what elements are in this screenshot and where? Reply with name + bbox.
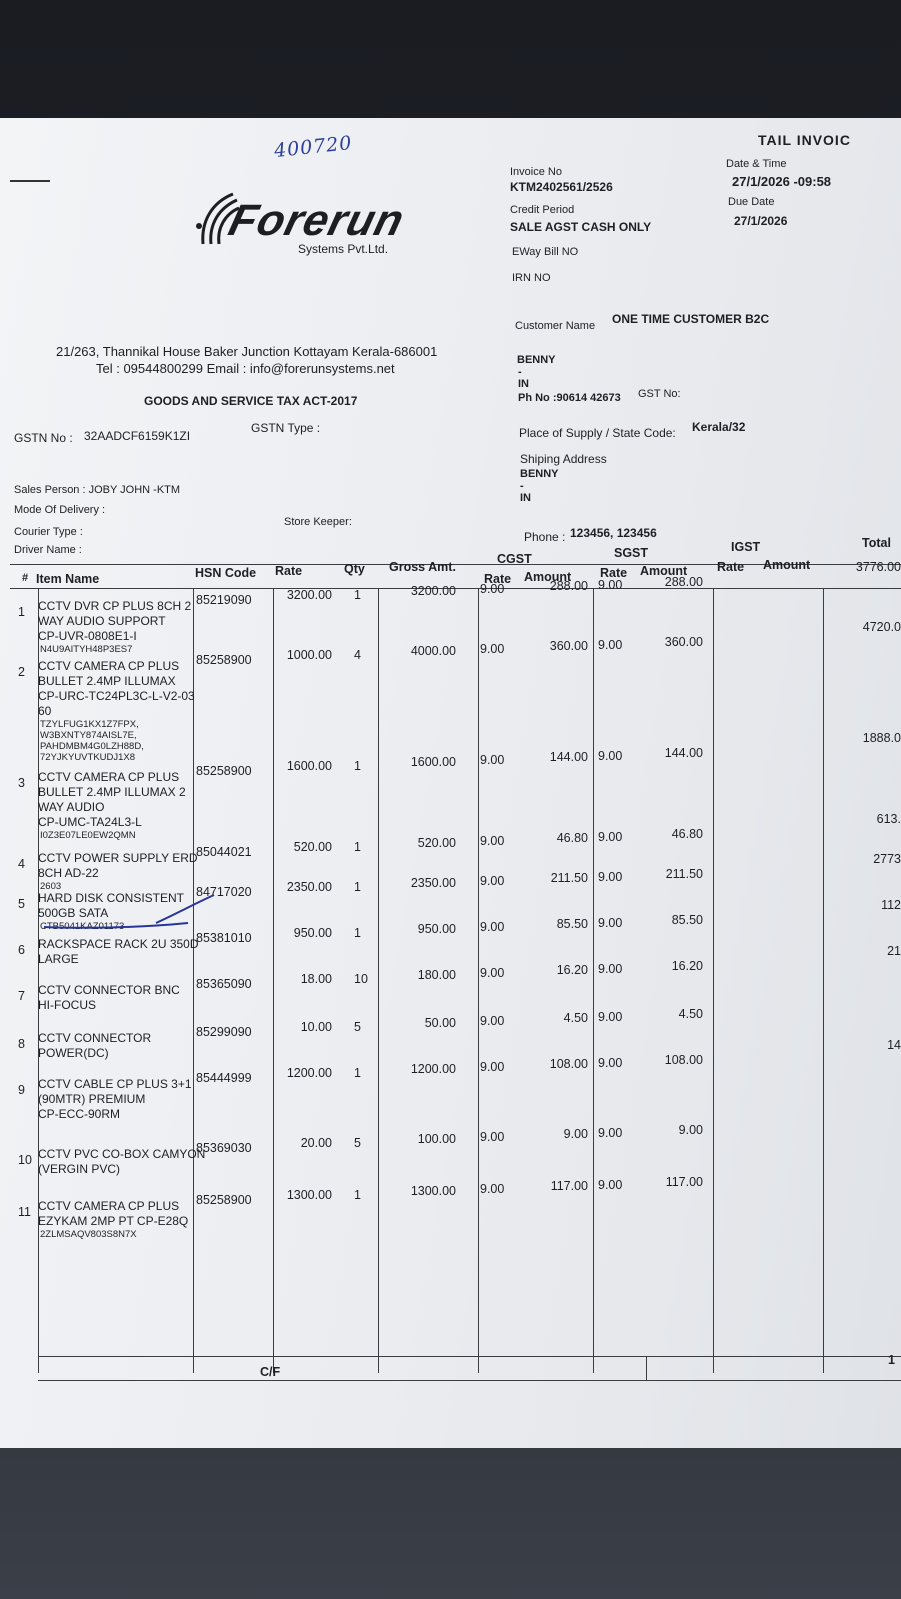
sgst-amount: 144.00 <box>664 746 703 760</box>
line-total: 14 <box>887 1038 901 1052</box>
quantity: 1 <box>354 840 361 854</box>
header-sgst: SGST <box>614 546 649 560</box>
gstin-type-label: GSTN Type : <box>251 421 321 435</box>
store-keeper: Store Keeper: <box>284 516 352 528</box>
header-hsn: HSN Code <box>195 566 257 580</box>
cgst-rate: 9.00 <box>480 753 505 767</box>
item-name-line: CP-ECC-90RM <box>38 1107 121 1121</box>
quantity: 1 <box>354 1066 361 1080</box>
footer-rule <box>38 1380 901 1381</box>
row-number: 4 <box>18 857 25 871</box>
invoice-no: KTM2402561/2526 <box>510 180 613 194</box>
company-contact: Tel : 09544800299 Email : info@forerunsystems.net <box>96 361 395 376</box>
sgst-amount: 4.50 <box>678 1007 703 1021</box>
gross-amount: 1300.00 <box>410 1184 456 1198</box>
unit-rate: 10.00 <box>300 1020 332 1034</box>
sgst-amount: 9.00 <box>678 1123 703 1137</box>
gross-amount: 180.00 <box>417 968 456 982</box>
company-logo-text: Forerun <box>224 196 410 245</box>
gstin-value: 32AADCF6159K1ZI <box>84 429 191 443</box>
hsn-code: 85365090 <box>196 977 252 991</box>
company-address: 21/263, Thannikal House Baker Junction Kottayam Kerala-686001 <box>56 344 438 359</box>
shipping-line3: IN <box>520 492 531 504</box>
cgst-amount: 9.00 <box>563 1127 588 1141</box>
line-total: 613. <box>876 812 901 826</box>
page-number: 1 <box>888 1353 895 1367</box>
gross-amount: 2350.00 <box>410 876 456 890</box>
hsn-code: 85258900 <box>196 1193 252 1207</box>
customer-name-label: Customer Name <box>515 320 596 332</box>
item-name-line: LARGE <box>38 952 79 966</box>
item-name-line: BULLET 2.4MP ILLUMAX <box>38 674 176 688</box>
header-igst-rate: Rate <box>717 560 745 574</box>
row-number: 11 <box>18 1205 31 1219</box>
sgst-rate: 9.00 <box>598 749 623 763</box>
header-cgst: CGST <box>497 552 532 566</box>
sgst-rate: 9.00 <box>598 638 623 652</box>
cgst-amount: 46.80 <box>556 831 588 845</box>
hsn-code: 85369030 <box>196 1141 252 1155</box>
header-total: Total <box>862 536 891 550</box>
line-total: 1888.0 <box>862 731 901 745</box>
line-total: 4720.0 <box>862 620 901 634</box>
header-igst-amount: Amount <box>763 558 811 572</box>
due-date: 27/1/2026 <box>734 214 788 228</box>
customer-line1: BENNY <box>517 354 556 366</box>
item-name-line: BULLET 2.4MP ILLUMAX 2 <box>38 785 186 799</box>
item-name-line: CCTV CAMERA CP PLUS <box>38 770 180 784</box>
gross-amount: 4000.00 <box>410 644 456 658</box>
sgst-rate: 9.00 <box>598 1178 623 1192</box>
gstin-label: GSTN No : <box>14 431 73 445</box>
unit-rate: 1000.00 <box>286 648 332 662</box>
sgst-amount: 360.00 <box>664 635 703 649</box>
cgst-rate: 9.00 <box>480 874 505 888</box>
sgst-amount: 117.00 <box>665 1175 703 1189</box>
item-name-line: EZYKAM 2MP PT CP-E28Q <box>38 1214 189 1228</box>
hsn-code: 84717020 <box>196 885 252 899</box>
courier-type: Courier Type : <box>14 526 83 538</box>
cgst-rate: 9.00 <box>480 834 505 848</box>
item-serial: 72YJKYUVTKUDJ1X8 <box>40 752 136 763</box>
sgst-rate: 9.00 <box>598 1056 623 1070</box>
cgst-rate: 9.00 <box>480 920 505 934</box>
item-name-line: CCTV CONNECTOR <box>38 1031 152 1045</box>
item-name-line: CCTV CAMERA CP PLUS <box>38 1199 180 1213</box>
due-date-label: Due Date <box>728 196 775 208</box>
hsn-code: 85219090 <box>196 593 252 607</box>
table-col-rule <box>593 588 594 1373</box>
irn-label: IRN NO <box>512 272 551 284</box>
cgst-rate: 9.00 <box>480 582 505 596</box>
hsn-code: 85381010 <box>196 931 252 945</box>
item-serial: N4U9AITYH48P3ES7 <box>40 644 133 655</box>
item-name-line: WAY AUDIO SUPPORT <box>38 614 166 628</box>
item-serial: PAHDMBM4G0LZH88D, <box>40 741 144 752</box>
sales-person: Sales Person : JOBY JOHN -KTM <box>14 484 181 496</box>
quantity: 1 <box>354 1188 361 1202</box>
cgst-rate: 9.00 <box>480 1182 505 1196</box>
header-item: Item Name <box>36 572 100 586</box>
quantity: 1 <box>354 588 361 602</box>
gross-amount: 3200.00 <box>410 584 456 598</box>
gross-amount: 520.00 <box>417 836 456 850</box>
item-serial: TZYLFUG1KX1Z7FPX, <box>40 719 139 730</box>
row-number: 9 <box>18 1083 25 1097</box>
item-name-line: 500GB SATA <box>38 906 109 920</box>
cgst-amount: 108.00 <box>549 1057 588 1071</box>
customer-gst-label: GST No: <box>638 388 681 400</box>
unit-rate: 20.00 <box>300 1136 332 1150</box>
item-serial: CTB5041KAZ01173 <box>40 921 125 932</box>
header-rate: Rate <box>275 564 303 578</box>
sgst-amount: 85.50 <box>671 913 703 927</box>
mode-of-delivery: Mode Of Delivery : <box>14 504 106 516</box>
row-number: 5 <box>18 897 25 911</box>
table-col-rule <box>378 588 379 1373</box>
sgst-rate: 9.00 <box>598 578 623 592</box>
sgst-rate: 9.00 <box>598 1126 623 1140</box>
item-serial: W3BXNTY874AISL7E, <box>40 730 137 741</box>
invoice-no-label: Invoice No <box>510 166 562 178</box>
cgst-rate: 9.00 <box>480 966 505 980</box>
item-name-line: CP-URC-TC24PL3C-L-V2-03 <box>38 689 195 703</box>
handwritten-note: 400720 <box>273 131 354 163</box>
row-number: 2 <box>18 665 25 679</box>
unit-rate: 520.00 <box>293 840 332 854</box>
item-name-line: WAY AUDIO <box>38 800 105 814</box>
sgst-amount: 211.50 <box>665 867 703 881</box>
sgst-amount: 46.80 <box>671 827 703 841</box>
cgst-amount: 16.20 <box>556 963 588 977</box>
header-qty: Qty <box>344 562 365 576</box>
quantity: 1 <box>354 759 361 773</box>
item-name-line: (VERGIN PVC) <box>38 1162 121 1176</box>
item-name-line: CCTV CAMERA CP PLUS <box>38 659 180 673</box>
date-time-label: Date & Time <box>726 158 787 170</box>
shipping-line2: - <box>520 480 524 492</box>
hsn-code: 85258900 <box>196 764 252 778</box>
credit-period-label: Credit Period <box>510 204 575 216</box>
sgst-amount: 288.00 <box>664 575 703 589</box>
margin-dash <box>10 180 50 182</box>
sgst-amount: 108.00 <box>664 1053 703 1067</box>
invoice-paper <box>0 118 901 1448</box>
sgst-rate: 9.00 <box>598 962 623 976</box>
place-of-supply: Kerala/32 <box>692 420 746 434</box>
customer-line3: IN <box>518 378 529 390</box>
unit-rate: 950.00 <box>293 926 332 940</box>
item-serial: I0Z3E07LE0EW2QMN <box>40 830 136 841</box>
row-number: 8 <box>18 1037 25 1051</box>
customer-line2: - <box>518 366 522 378</box>
hsn-code: 85044021 <box>196 845 252 859</box>
header-cgst-rate: Rate <box>484 572 512 586</box>
cgst-rate: 9.00 <box>480 1060 505 1074</box>
header-sgst-rate: Rate <box>600 566 628 580</box>
gst-act-heading: GOODS AND SERVICE TAX ACT-2017 <box>144 394 358 408</box>
cgst-amount: 288.00 <box>549 579 588 593</box>
item-name-line: CP-UMC-TA24L3-L <box>38 815 142 829</box>
date-time: 27/1/2026 -09:58 <box>732 174 832 189</box>
driver-name: Driver Name : <box>14 544 82 556</box>
item-name-line: CCTV CONNECTOR BNC <box>38 983 180 997</box>
phone-label: Phone : <box>524 530 566 544</box>
item-name-line: HARD DISK CONSISTENT <box>38 891 185 905</box>
shipping-label: Shiping Address <box>520 452 607 466</box>
cgst-rate: 9.00 <box>480 1130 505 1144</box>
quantity: 10 <box>354 972 368 986</box>
sgst-rate: 9.00 <box>598 916 623 930</box>
customer-phone: Ph No :90614 42673 <box>518 392 621 404</box>
cgst-rate: 9.00 <box>480 1014 505 1028</box>
item-name-line: 8CH AD-22 <box>38 866 99 880</box>
invoice-title: TAIL INVOIC <box>758 132 851 148</box>
row-number: 1 <box>18 605 25 619</box>
unit-rate: 1200.00 <box>286 1066 332 1080</box>
item-name-line: POWER(DC) <box>38 1046 109 1060</box>
row-number: 7 <box>18 989 25 1003</box>
item-name-line: RACKSPACE RACK 2U 350D <box>38 937 199 951</box>
cgst-amount: 144.00 <box>549 750 588 764</box>
unit-rate: 1300.00 <box>286 1188 332 1202</box>
company-subtitle: Systems Pvt.Ltd. <box>298 242 389 256</box>
cgst-amount: 360.00 <box>549 639 588 653</box>
sgst-rate: 9.00 <box>598 830 623 844</box>
table-col-rule <box>478 588 479 1373</box>
gross-amount: 950.00 <box>417 922 456 936</box>
row-number: 10 <box>18 1153 32 1167</box>
quantity: 1 <box>354 880 361 894</box>
unit-rate: 18.00 <box>300 972 332 986</box>
table-col-rule <box>193 588 194 1373</box>
line-total: 21 <box>887 944 901 958</box>
gross-amount: 50.00 <box>424 1016 456 1030</box>
item-name-line: CCTV CABLE CP PLUS 3+1 <box>38 1077 192 1091</box>
cgst-amount: 117.00 <box>550 1179 588 1193</box>
gross-amount: 1200.00 <box>410 1062 456 1076</box>
header-igst: IGST <box>731 540 761 554</box>
unit-rate: 2350.00 <box>286 880 332 894</box>
header-cgst-amount: Amount <box>524 570 572 584</box>
sgst-amount: 16.20 <box>671 959 703 973</box>
shipping-line1: BENNY <box>520 468 559 480</box>
table-col-rule <box>713 588 714 1373</box>
quantity: 4 <box>354 648 361 662</box>
unit-rate: 3200.00 <box>286 588 332 602</box>
eway-bill-label: EWay Bill NO <box>512 246 579 258</box>
cgst-amount: 4.50 <box>563 1011 588 1025</box>
line-total: 3776.00 <box>855 560 901 574</box>
hsn-code: 85258900 <box>196 653 252 667</box>
item-name-line: CP-UVR-0808E1-I <box>38 629 137 643</box>
quantity: 1 <box>354 926 361 940</box>
line-total: 112 <box>881 898 901 912</box>
cgst-amount: 85.50 <box>556 917 588 931</box>
customer-name: ONE TIME CUSTOMER B2C <box>612 312 770 326</box>
header-sgst-amount: Amount <box>640 564 688 578</box>
hsn-code: 85299090 <box>196 1025 252 1039</box>
place-of-supply-label: Place of Supply / State Code: <box>519 426 676 440</box>
phone-value: 123456, 123456 <box>570 526 657 540</box>
quantity: 5 <box>354 1136 361 1150</box>
hsn-code: 85444999 <box>196 1071 252 1085</box>
carry-forward-label: C/F <box>260 1365 281 1379</box>
sgst-rate: 9.00 <box>598 870 623 884</box>
row-number: 6 <box>18 943 25 957</box>
item-name-line: 60 <box>38 704 52 718</box>
unit-rate: 1600.00 <box>286 759 332 773</box>
header-num: # <box>22 572 29 584</box>
pen-underline-mark <box>38 893 218 933</box>
item-name-line: (90MTR) PREMIUM <box>38 1092 146 1106</box>
footer-col-rule <box>646 1356 647 1380</box>
item-name-line: CCTV PVC CO-BOX CAMYON <box>38 1147 206 1161</box>
gross-amount: 100.00 <box>417 1132 456 1146</box>
item-name-line: HI-FOCUS <box>38 998 96 1012</box>
header-gross: Gross Amt. <box>389 560 456 574</box>
gross-amount: 1600.00 <box>410 755 456 769</box>
cgst-amount: 211.50 <box>550 871 588 885</box>
item-serial: 2603 <box>40 881 62 892</box>
sgst-rate: 9.00 <box>598 1010 623 1024</box>
cgst-rate: 9.00 <box>480 642 505 656</box>
quantity: 5 <box>354 1020 361 1034</box>
item-serial: 2ZLMSAQV803S8N7X <box>40 1229 137 1240</box>
item-name-line: CCTV POWER SUPPLY ERD <box>38 851 198 865</box>
line-total: 2773 <box>873 852 901 866</box>
footer-rule <box>38 1356 901 1357</box>
table-col-rule <box>823 588 824 1373</box>
credit-period: SALE AGST CASH ONLY <box>510 220 652 234</box>
item-name-line: CCTV DVR CP PLUS 8CH 2 <box>38 599 192 613</box>
row-number: 3 <box>18 776 25 790</box>
